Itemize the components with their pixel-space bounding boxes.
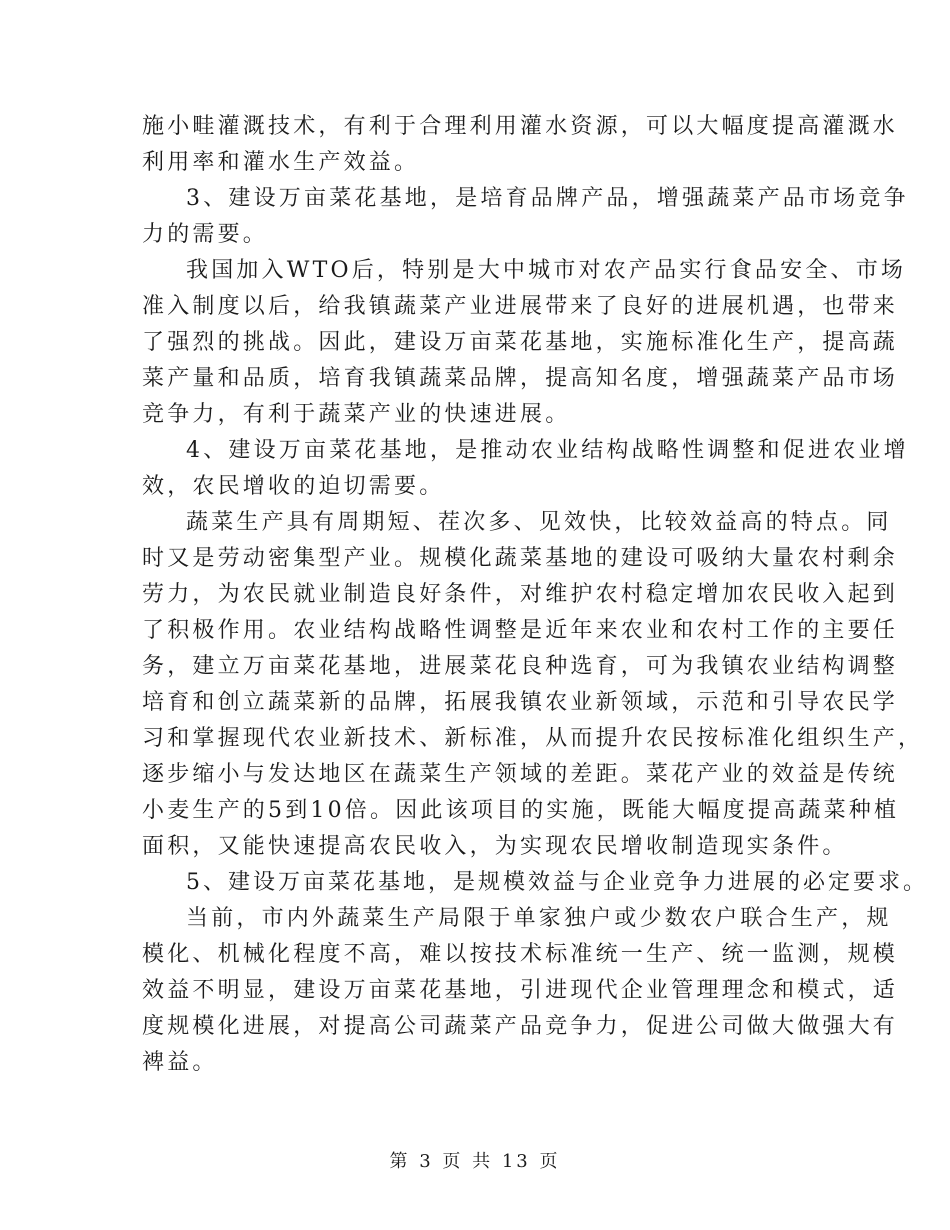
- paragraph-line: 小麦生产的5到10倍。因此该项目的实施，既能大幅度提高蔬菜种植: [142, 798, 900, 823]
- paragraph-line: 逐步缩小与发达地区在蔬菜生产领域的差距。菜花产业的效益是传统: [142, 762, 899, 787]
- paragraph-line: 务，建立万亩菜花基地，进展菜花良种选育，可为我镇农业结构调整: [142, 654, 899, 679]
- paragraph-line: 度规模化进展，对提高公司蔬菜产品竞争力，促进公司做大做强大有: [142, 1014, 899, 1039]
- section-heading-line: 3、建设万亩菜花基地，是培育品牌产品，增强蔬菜产品市场竞争: [186, 186, 909, 211]
- paragraph-line: 竞争力，有利于蔬菜产业的快速进展。: [142, 402, 571, 427]
- paragraph-line: 面积，又能快速提高农民收入，为实现农民增收制造现实条件。: [142, 834, 848, 859]
- paragraph-line: 习和掌握现代农业新技术、新标准，从而提升农民按标准化组织生产，: [142, 726, 924, 751]
- paragraph-line: 菜产量和品质，培育我镇蔬菜品牌，提高知名度，增强蔬菜产品市场: [142, 366, 899, 391]
- paragraph-line: 当前，市内外蔬菜生产局限于单家独户或少数农户联合生产，规: [186, 906, 892, 931]
- paragraph-line: 时又是劳动密集型产业。规模化蔬菜基地的建设可吸纳大量农村剩余: [142, 546, 899, 571]
- section-heading-line: 4、建设万亩菜花基地，是推动农业结构战略性调整和促进农业增: [186, 438, 909, 463]
- section-heading-line: 效，农民增收的迫切需要。: [142, 474, 445, 499]
- section-heading-line: 力的需要。: [142, 222, 269, 247]
- paragraph-line: 了强烈的挑战。因此，建设万亩菜花基地，实施标准化生产，提高蔬: [142, 330, 899, 355]
- paragraph-line: 效益不明显，建设万亩菜花基地，引进现代企业管理理念和模式，适: [142, 978, 899, 1003]
- paragraph-line: 准入制度以后，给我镇蔬菜产业进展带来了良好的进展机遇，也带来: [142, 294, 899, 319]
- section-heading-line: 5、建设万亩菜花基地，是规模效益与企业竞争力进展的必定要求。: [186, 870, 928, 895]
- paragraph-line: 培育和创立蔬菜新的品牌，拓展我镇农业新领域，示范和引导农民学: [142, 690, 899, 715]
- paragraph-line: 利用率和灌水生产效益。: [142, 150, 420, 175]
- paragraph-line: 蔬菜生产具有周期短、茬次多、见效快，比较效益高的特点。同: [186, 510, 892, 535]
- paragraph-line: 了积极作用。农业结构战略性调整是近年来农业和农村工作的主要任: [142, 618, 899, 643]
- paragraph-line: 劳力，为农民就业制造良好条件，对维护农村稳定增加农民收入起到: [142, 582, 899, 607]
- paragraph-line: 我国加入WTO后，特别是大中城市对农产品实行食品安全、市场: [186, 258, 907, 283]
- paragraph-line: 模化、机械化程度不高，难以按技术标准统一生产、统一监测，规模: [142, 942, 899, 967]
- paragraph-line: 裨益。: [142, 1050, 218, 1075]
- paragraph-line: 施小畦灌溉技术，有利于合理利用灌水资源，可以大幅度提高灌溉水: [142, 114, 899, 139]
- page-number-footer: 第 3 页 共 13 页: [389, 1151, 561, 1172]
